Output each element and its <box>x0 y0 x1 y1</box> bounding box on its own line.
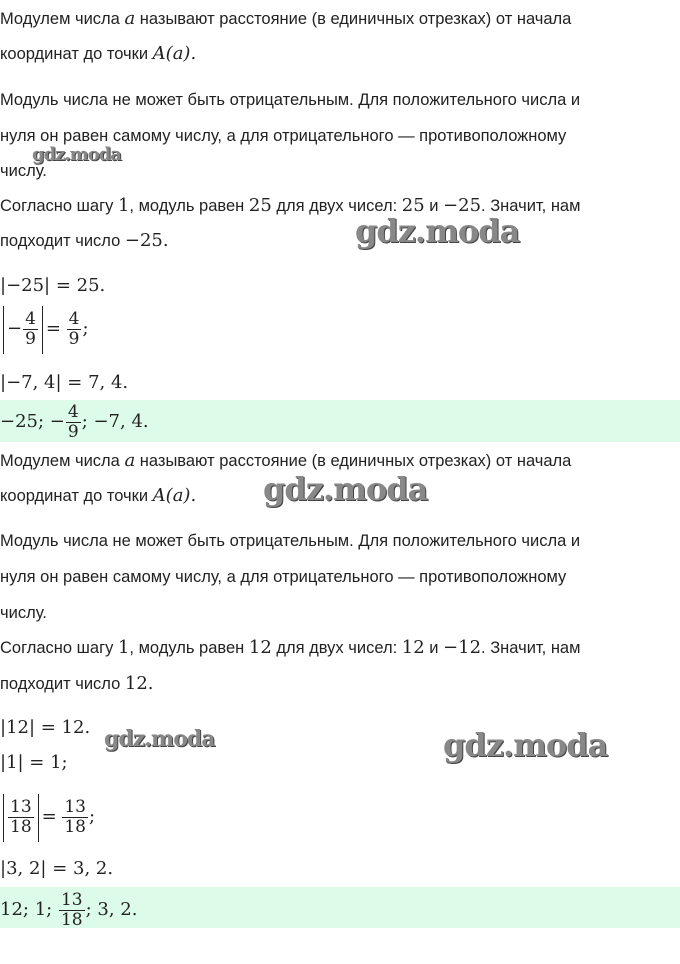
equation-fraction: − $\frac{4}{9}$ = $\frac{4}{9}$ ; <box>0 304 89 354</box>
watermark-logo: gdz.moda <box>104 726 215 752</box>
equation: |−7, 4| = 7, 4. <box>0 372 129 393</box>
definition-line: Модулем числа a называют расстояние (в единичных отрезках) от начала <box>0 8 572 29</box>
equation: |12| = 12. <box>0 717 91 738</box>
answer: 12; 1; $\frac{13}{18}$ ; 3, 2. <box>0 890 138 928</box>
equation: |3, 2| = 3, 2. <box>0 858 114 879</box>
equation: |−25| = 25. <box>0 275 106 296</box>
step-line: подходит число −25. <box>0 230 169 251</box>
step-line: подходит число 12. <box>0 673 154 694</box>
definition-line: координат до точки A(a). <box>0 485 197 506</box>
watermark-logo: gdz.moda <box>263 470 428 508</box>
watermark-logo: gdz.moda <box>443 726 608 764</box>
equation-fraction: $\frac{13}{18}$ = $\frac{13}{18}$ ; <box>0 792 95 842</box>
watermark-logo: gdz.moda <box>355 212 520 250</box>
explanation-line: нуля он равен самому числу, а для отрицательного — противоположному <box>0 127 567 145</box>
step-line: Согласно шагу 1, модуль равен 25 для двух чисел: 25 и −25. Значит, нам <box>0 195 581 216</box>
answer: −25; − $\frac{4}{9}$ ; −7, 4. <box>0 402 149 442</box>
explanation-line: числу. <box>0 162 47 180</box>
equation: |1| = 1; <box>0 752 68 773</box>
watermark-logo: gdz.moda <box>32 144 121 165</box>
step-line: Согласно шагу 1, модуль равен 12 для двух чисел: 12 и −12. Значит, нам <box>0 637 581 658</box>
explanation-line: Модуль числа не может быть отрицательным. Для положительного числа и <box>0 532 581 550</box>
explanation-line: Модуль числа не может быть отрицательным. Для положительного числа и <box>0 91 581 109</box>
explanation-line: нуля он равен самому числу, а для отрицательного — противоположному <box>0 568 567 586</box>
definition-line: Модулем числа a называют расстояние (в единичных отрезках) от начала <box>0 450 572 471</box>
explanation-line: числу. <box>0 604 47 622</box>
definition-line: координат до точки A(a). <box>0 43 197 64</box>
